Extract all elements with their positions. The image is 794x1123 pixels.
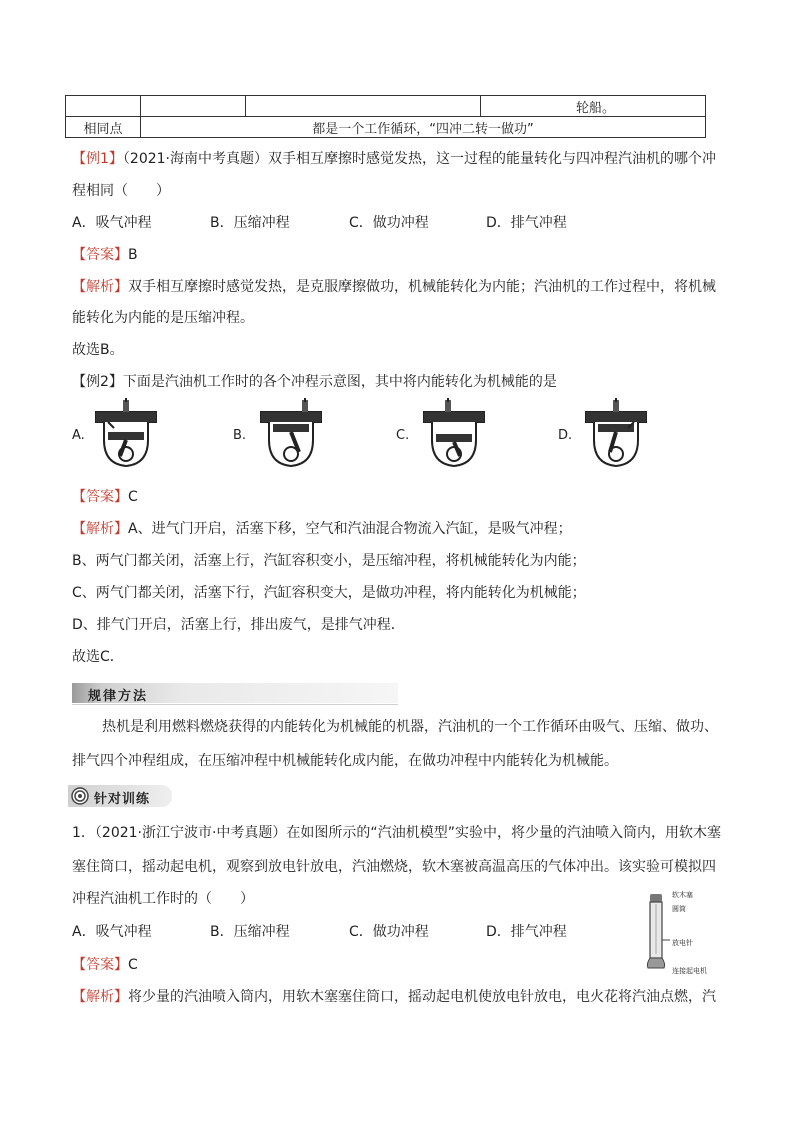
engine-diagram-a [90,398,162,470]
example1-option-b: B．压缩冲程 [210,215,290,231]
tube-diagram [642,890,672,982]
figure-label-d: D. [558,428,573,443]
answer-tag: 【答案】 [72,489,128,505]
example2-question-text: 下面是汽油机工作时的各个冲程示意图，其中将内能转化为机械能的是 [122,374,557,390]
example2-question [72,371,557,391]
table-cell [66,96,141,117]
answer-value: C [128,489,138,505]
analysis-line1: 双手相互摩擦时感觉发热，是克服摩擦做功，机械能转化为内能；汽油机的工作过程中，将机械 [128,279,716,295]
training-answer [72,954,138,974]
answer-value: B [128,247,138,263]
table-row [66,117,706,138]
label-generator: 连接起电机 [672,967,707,975]
example1-question-line2: 程相同（ ） [72,183,170,199]
figure-label-b: B. [233,428,247,443]
training-option-a: A．吸气冲程 [72,924,152,940]
table-row-label: 相同点 [66,117,141,138]
method-title: 规律方法 [88,689,149,704]
answer-tag: 【答案】 [72,957,128,973]
training-banner [68,785,172,807]
table-cell [141,96,246,117]
method-paragraph-line1: 热机是利用燃料燃烧获得的内能转化为机械能的机器，汽油机的一个工作循环由吸气、压缩、做功、 [102,719,718,735]
analysis-tag: 【解析】 [72,279,128,295]
table-row [66,96,706,117]
example2-analysis [72,518,572,538]
training-title: 针对训练 [94,792,151,807]
analysis-line3: C、两气门都关闭，活塞下行，汽缸容积变大，是做功冲程，将内能转化为机械能； [72,585,586,601]
method-paragraph-line2: 排气四个冲程组成，在压缩冲程中机械能转化成内能，在做功冲程中内能转化为机械能。 [72,753,618,769]
engine-diagram-d [580,398,652,470]
analysis-tag: 【解析】 [72,521,128,537]
analysis-line1: 将少量的汽油喷入筒内，用软木塞塞住筒口，摇动起电机使放电针放电，电火花将汽油点燃，汽 [128,989,716,1005]
training-q1-line1: 1．（2021·浙江宁波市·中考真题）在如图所示的“汽油机模型”实验中，将少量的汽油喷入筒内，用软木塞 [72,825,721,841]
training-option-c: C．做功冲程 [349,924,429,940]
training-analysis [72,986,716,1006]
table-cell [246,96,481,117]
example2-tag: 【例2】 [72,374,123,390]
example1-answer [72,244,138,264]
example1-conclusion: 故选B。 [72,342,124,358]
answer-value: C [128,957,138,973]
engine-diagram-b [255,398,327,470]
label-tube: 圆筒 [672,905,686,913]
table-cell: 轮船。 [481,96,706,117]
example1-option-a: A．吸气冲程 [72,215,152,231]
example1-question [72,148,716,168]
example2-answer [72,486,138,506]
analysis-line4: D、排气门开启，活塞上行，排出废气，是排气冲程． [72,617,405,633]
example1-option-d: D．排气冲程 [486,215,567,231]
example1-option-c: C．做功冲程 [349,215,429,231]
example1-question-line1: （2021·海南中考真题）双手相互摩擦时感觉发热，这一过程的能量转化与四冲程汽油机的哪个冲 [122,151,716,167]
analysis-line1: A、进气门开启，活塞下移，空气和汽油混合物流入汽缸，是吸气冲程； [128,521,572,537]
example2-conclusion: 故选C． [72,649,124,665]
analysis-line2: B、两气门都关闭，活塞上行，汽缸容积变小，是压缩冲程，将机械能转化为内能； [72,553,586,569]
label-cork: 软木塞 [672,891,693,899]
training-q1-line2: 塞住筒口，摇动起电机，观察到放电针放电，汽油燃烧，软木塞被高温高压的气体冲出。该实验可模拟四 [72,859,716,875]
training-option-b: B．压缩冲程 [210,924,290,940]
example1-analysis-line2: 能转化为内能的是压缩冲程。 [72,310,254,326]
engine-diagram-c [418,398,490,470]
method-banner [72,683,398,703]
target-icon [71,787,89,805]
example1-analysis [72,276,716,296]
example1-tag: 【例1】 [72,151,123,167]
analysis-tag: 【解析】 [72,989,128,1005]
answer-tag: 【答案】 [72,247,128,263]
engine-model-figure [642,890,734,982]
figure-label-c: C. [396,428,410,443]
training-q1-line3: 冲程汽油机工作时的（ ） [72,891,254,907]
table-cell: 都是一个工作循环，“四冲二转一做功” [141,117,706,138]
comparison-table [65,95,706,138]
label-needle: 放电针 [672,939,693,947]
figure-label-a: A. [72,428,85,443]
training-option-d: D．排气冲程 [486,924,567,940]
